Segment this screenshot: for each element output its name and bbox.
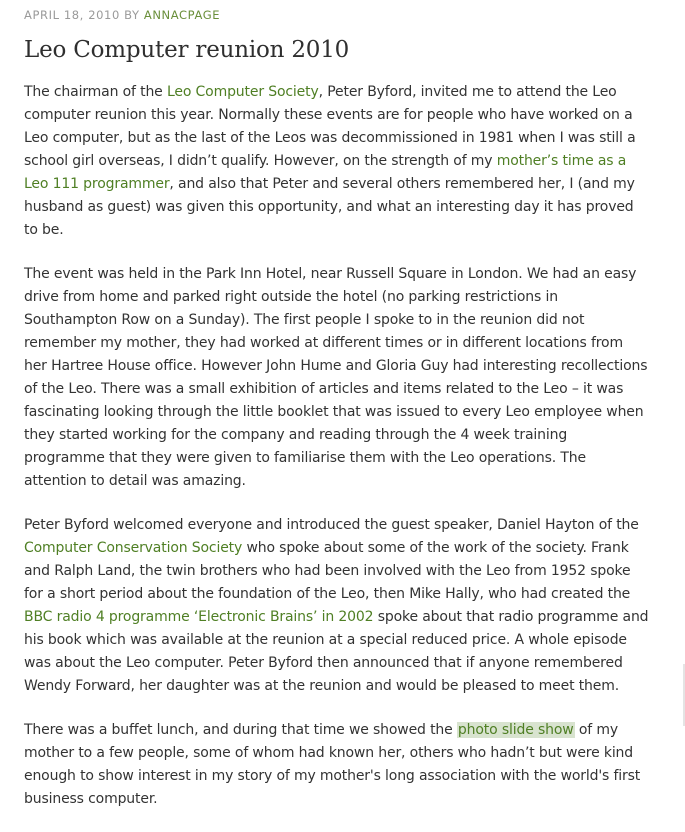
leo-computer-society-link[interactable]: Leo Computer Society bbox=[166, 84, 319, 100]
paragraph-1-text-a: The chairman of the bbox=[24, 84, 167, 100]
post-meta bbox=[24, 8, 649, 22]
paragraph-4-text-b: of my mother to a few people, some of whom had known her, others who hadn’t but were kind enough to show interest in my story of my mother's long association with the world's first business computer. bbox=[24, 722, 641, 807]
blog-post bbox=[24, 0, 649, 832]
paragraph-2: The event was held in the Park Inn Hotel, near Russell Square in London. We had an easy drive from home and parked right outside the hotel (no parking restrictions in Southampton Row on a Sunday). The first people I spoke to in the reunion did not remember my mother, they had worked at different times or in different locations from her Hartree House office. However John Hume and Gloria Guy had interesting recollections of the Leo. There was a small exhibition of articles and items related to the Leo – it was fascinating looking through the little booklet that was issued to every Leo employee when they started working for the company and reading through the 4 week training programme that they were given to familiarise them with the Leo operations. The attention to detail was amazing. bbox=[24, 266, 648, 489]
by-label: BY bbox=[124, 8, 140, 22]
bbc-radio-programme-link[interactable]: BBC radio 4 programme ‘Electronic Brains’ in 2002 bbox=[24, 609, 374, 625]
paragraph-3-text-a: Peter Byford welcomed everyone and introduced the guest speaker, Daniel Hayton of the bbox=[24, 517, 639, 533]
paragraph-1-text-c: , and also that Peter and several others remembered her, I (and my husband as guest) was given this opportunity, and what an interesting day it has proved to be. bbox=[24, 176, 635, 238]
post-date: APRIL 18, 2010 bbox=[24, 8, 120, 22]
post-content bbox=[24, 81, 649, 811]
paragraph-3 bbox=[24, 514, 649, 698]
computer-conservation-society-link[interactable]: Computer Conservation Society bbox=[24, 540, 243, 556]
post-title: Leo Computer reunion 2010 bbox=[24, 37, 350, 63]
paragraph-4 bbox=[24, 719, 649, 811]
paragraph-3-text-c: spoke about that radio programme and his book which was available at the reunion at a special reduced price. A whole episode was about the Leo computer. Peter Byford then announced that if anyone remembered Wendy Forward, her daughter was at the reunion and would be pleased to meet them. bbox=[24, 609, 649, 694]
paragraph-1-text-b: , Peter Byford, invited me to attend the Leo computer reunion this year. Normally these events are for people who have worked on a Leo computer, but as the last of the Leos was decommissioned in 1981 when I was still a school girl overseas, I didn’t qualify. However, on the strength of my bbox=[24, 84, 636, 169]
author-link[interactable]: ANNACPAGE bbox=[143, 8, 221, 22]
mothers-time-link[interactable]: mother’s time as a Leo 111 programmer bbox=[24, 153, 627, 192]
paragraph-4-text-a: There was a buffet lunch, and during that time we showed the bbox=[24, 722, 457, 738]
photo-slide-show-link[interactable]: photo slide show bbox=[457, 722, 574, 738]
paragraph-1 bbox=[24, 81, 649, 242]
paragraph-3-text-b: who spoke about some of the work of the society. Frank and Ralph Land, the twin brothers who had been involved with the Leo from 1952 spoke for a short period about the foundation of the Leo, then Mike Hally, who had created the bbox=[24, 540, 631, 602]
